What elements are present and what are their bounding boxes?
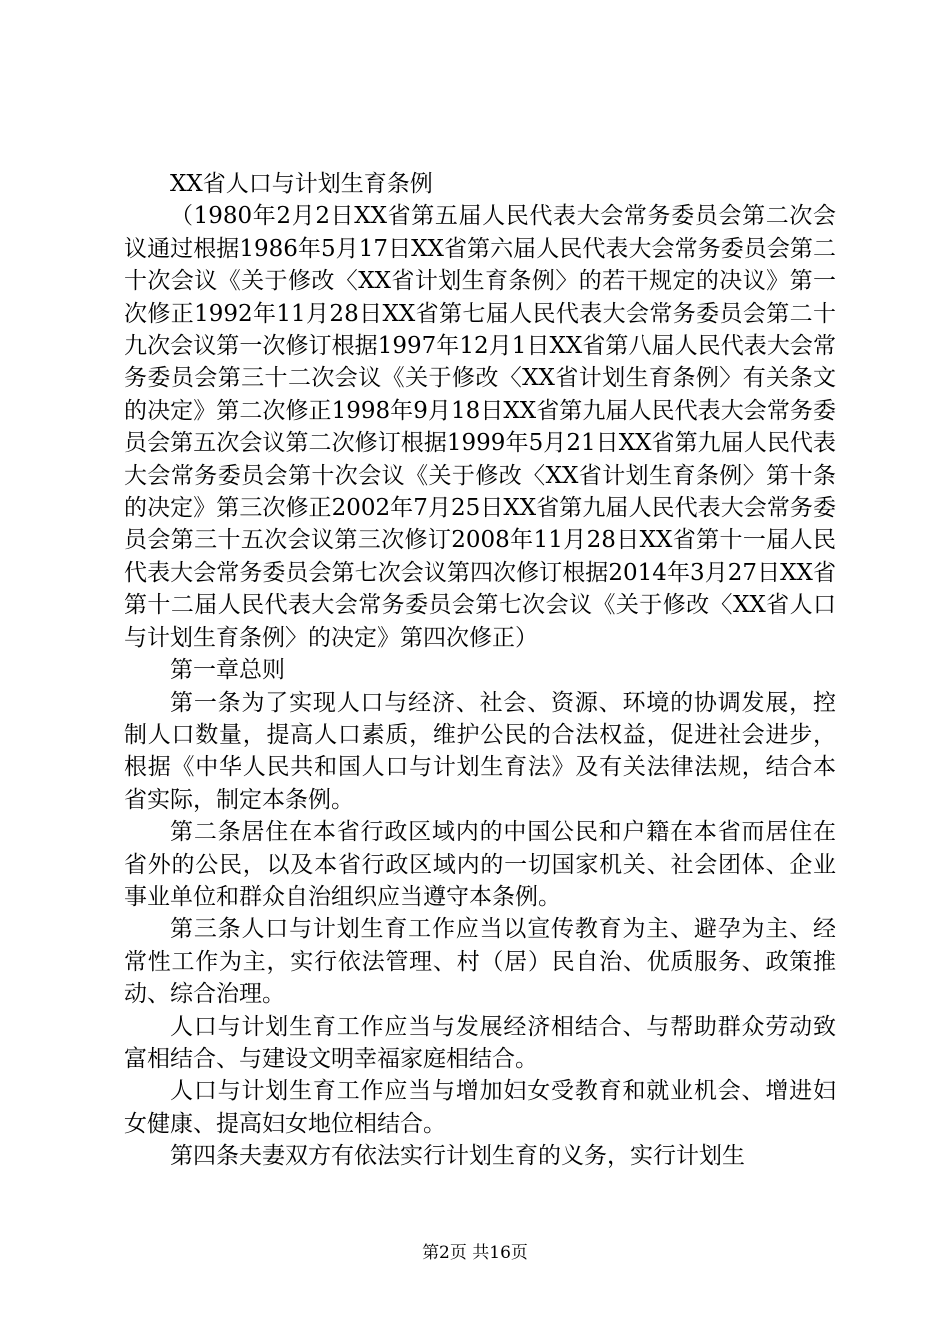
article-paragraph: 第一条为了实现人口与经济、社会、资源、环境的协调发展，控制人口数量，提高人口素质，维护公民的合法权益，促进社会进步，根据《中华人民共和国人口与计划生育法》及有关法律法规，结合本省实际，制定本条例。 <box>124 689 836 813</box>
article-paragraph: 人口与计划生育工作应当与增加妇女受教育和就业机会、增进妇女健康、提高妇女地位相结合。 <box>124 1078 836 1137</box>
article-paragraph: 第四条夫妻双方有依法实行计划生育的义务，实行计划生 <box>170 1143 745 1170</box>
article-paragraph: 第二条居住在本省行政区域内的中国公民和户籍在本省而居住在省外的公民，以及本省行政区域内的一切国家机关、社会团体、企业事业单位和群众自治组织应当遵守本条例。 <box>124 819 836 910</box>
article-paragraph: 人口与计划生育工作应当与发展经济相结合、与帮助群众劳动致富相结合、与建设文明幸福家庭相结合。 <box>124 1013 836 1072</box>
chapter-heading: 第一章总则 <box>170 657 285 684</box>
page-footer <box>0 1242 950 1264</box>
article-paragraph: 第三条人口与计划生育工作应当以宣传教育为主、避孕为主、经常性工作为主，实行依法管理、村（居）民自治、优质服务、政策推动、综合治理。 <box>124 916 836 1008</box>
page-indicator: 第2页 共16页 <box>422 1243 528 1263</box>
document-body <box>124 168 836 1173</box>
legislative-history: （1980年2月2日XX省第五届人民代表大会常务委员会第二次会议通过根据1986年5月17日XX省第六届人民代表大会常务委员会第二十次会议《关于修改〈XX省计划生育条例〉的若干规定的决议》第一次修正1992年11月28日XX省第七届人民代表大会常务委员会第二十九次会议第一次修订根据1997年12月1日XX省第八届人民代表大会常务委员会第三十二次会议《关于修改〈XX省计划生育条例〉有关条文的决定》第二次修正1998年9月18日XX省第九届人民代表大会常务委员会第五次会议第二次修订根据1999年5月21日XX省第九届人民代表大会常务委员会第十次会议《关于修改〈XX省计划生育条例〉第十条的决定》第三次修正2002年7月25日XX省第九届人民代表大会常务委员会第三十五次会议第三次修订2008年11月28日XX省第十一届人民代表大会常务委员会第七次会议第四次修订根据2014年3月27日XX省第十二届人民代表大会常务委员会第七次会议《关于修改〈XX省人口与计划生育条例〉的决定》第四次修正） <box>124 203 836 651</box>
document-title: XX省人口与计划生育条例 <box>170 171 433 197</box>
